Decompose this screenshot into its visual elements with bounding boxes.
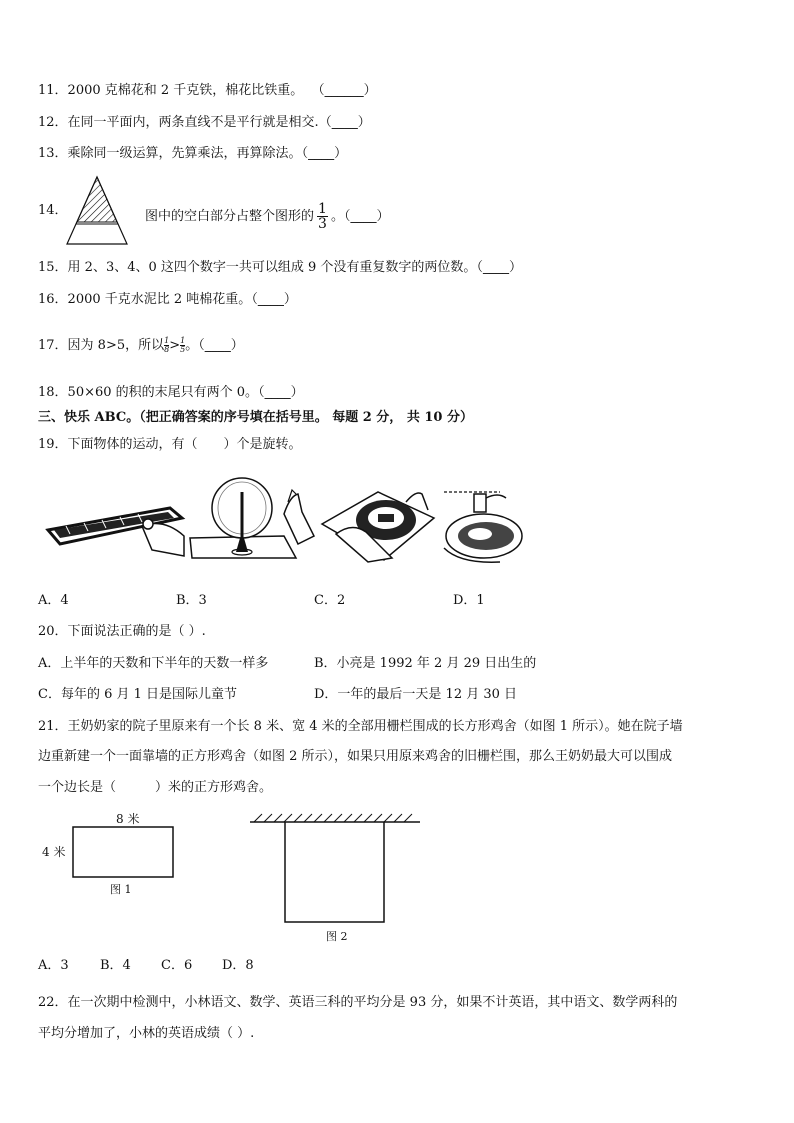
q12-answer-blank[interactable]: （____） — [318, 115, 371, 130]
section-3-heading: 三、快乐 ABC。（把正确答案的序号填在括号里。 每题 2 分， 共 10 分） — [38, 410, 473, 425]
question-19 — [38, 436, 302, 454]
q17-fraction-1: $\frac{1}{8}$ — [164, 336, 170, 354]
q20-option-c[interactable]: C．每年的 6 月 1 日是国际儿童节 — [38, 687, 238, 702]
q13-answer-blank[interactable]: （____） — [301, 146, 348, 161]
q17-gt: > — [169, 338, 181, 353]
question-12 — [38, 114, 371, 132]
q20-number: 20． — [38, 624, 68, 639]
q16-text: 2000 千克水泥比 2 吨棉花重。 — [67, 292, 252, 307]
q15-answer-blank[interactable]: （____） — [476, 260, 522, 275]
q18-text: 50×60 的积的末尾只有两个 0。 — [67, 385, 259, 400]
q20-option-d[interactable]: D．一年的最后一天是 12 月 30 日 — [314, 687, 518, 702]
steering-wheel-icon — [318, 482, 436, 564]
q14-text-before: 图中的空白部分占整个图形的 — [145, 209, 315, 224]
q16-number: 16． — [38, 292, 68, 307]
fig1-length-label: 8 米 — [116, 812, 140, 826]
fig2-caption: 图 2 — [326, 930, 348, 943]
q18-answer-blank[interactable]: （____） — [258, 385, 304, 400]
question-13 — [38, 145, 347, 163]
q20-option-b[interactable]: B．小亮是 1992 年 2 月 29 日出生的 — [314, 656, 537, 671]
q20-option-a[interactable]: A．上半年的天数和下半年的天数一样多 — [38, 656, 269, 671]
q21-option-b[interactable]: B．4 — [100, 958, 131, 973]
q14-fraction: $\frac{1}{3}$ — [318, 201, 327, 232]
q12-number: 12． — [38, 115, 68, 130]
q19-text: 下面物体的运动，有（ ）个是旋转。 — [67, 437, 302, 452]
q19-option-d[interactable]: D．1 — [453, 593, 485, 608]
faucet-icon — [440, 486, 528, 566]
q12-text: 在同一平面内，两条直线不是平行就是相交. — [67, 115, 319, 130]
q11-answer-blank[interactable]: （______） — [311, 83, 377, 98]
q17-fraction-2: $\frac{1}{5}$ — [180, 336, 186, 354]
question-22-line-2: 平均分增加了，小林的英语成绩（ ）. — [38, 1026, 255, 1041]
fig1-rectangle — [72, 826, 174, 878]
fig1-width-label: 4 米 — [42, 845, 66, 859]
q21-number: 21． — [38, 719, 68, 734]
q14-answer-blank[interactable]: （____） — [343, 209, 390, 224]
q13-text: 乘除同一级运算，先算乘法，再算除法。 — [67, 146, 302, 161]
q19-number: 19． — [38, 437, 68, 452]
q19-option-a[interactable]: A．4 — [38, 593, 69, 608]
q22-number: 22． — [38, 995, 68, 1010]
q19-option-c[interactable]: C．2 — [314, 593, 346, 608]
question-21-line-2: 边重新建一个一面靠墙的正方形鸡舍（如图 2 所示），如果只用原来鸡舍的旧栅栏围，那么王奶奶最大可以围成 — [38, 749, 673, 764]
q15-text: 用 2、3、4、0 这四个数字一共可以组成 9 个没有重复数字的两位数。 — [67, 260, 477, 275]
question-15 — [38, 259, 522, 277]
question-14: 图中的空白部分占整个图形的 $\frac{1}{3}$ 。（____） — [145, 201, 390, 232]
question-16 — [38, 291, 297, 309]
question-20 — [38, 623, 206, 641]
q17-number: 17． — [38, 338, 68, 353]
q11-number: 11． — [38, 83, 68, 98]
question-21-line-1: 21．王奶奶家的院子里原来有一个长 8 米、宽 4 米的全部用栅栏围成的长方形鸡舍（如图 1 所示）。她在院子墙 — [38, 719, 683, 734]
q17-answer-blank[interactable]: （____） — [198, 338, 244, 353]
question-17: 17．因为 8>5，所以 $\frac{1}{8}$ > $\frac{1}{5}$ 。（____） — [38, 336, 244, 354]
q21-option-a[interactable]: A．3 — [38, 958, 69, 973]
q21-option-d[interactable]: D．8 — [222, 958, 254, 973]
fig1-caption: 图 1 — [110, 883, 132, 896]
question-14-number: 14． — [38, 203, 68, 218]
q17-text-before: 因为 8>5，所以 — [67, 338, 165, 353]
q21-option-c[interactable]: C．6 — [161, 958, 193, 973]
abacus-icon — [44, 488, 186, 560]
question-18 — [38, 384, 304, 402]
q20-text: 下面说法正确的是（ ）. — [67, 624, 206, 639]
q11-text: 2000 克棉花和 2 千克铁，棉花比铁重。 — [67, 83, 304, 98]
question-11 — [38, 82, 377, 100]
globe-lamp-icon — [188, 472, 318, 560]
question-21-line-3: 一个边长是（ ）米的正方形鸡舍。 — [38, 780, 273, 795]
q18-number: 18． — [38, 385, 68, 400]
triangle-figure — [66, 176, 128, 246]
fig2-wall-square — [248, 812, 422, 924]
q13-number: 13． — [38, 146, 68, 161]
q16-answer-blank[interactable]: （____） — [251, 292, 297, 307]
q19-option-b[interactable]: B．3 — [176, 593, 207, 608]
question-22-line-1: 22．在一次期中检测中，小林语文、数学、英语三科的平均分是 93 分，如果不计英语，其中语文、数学两科的 — [38, 995, 678, 1010]
q15-number: 15． — [38, 260, 68, 275]
